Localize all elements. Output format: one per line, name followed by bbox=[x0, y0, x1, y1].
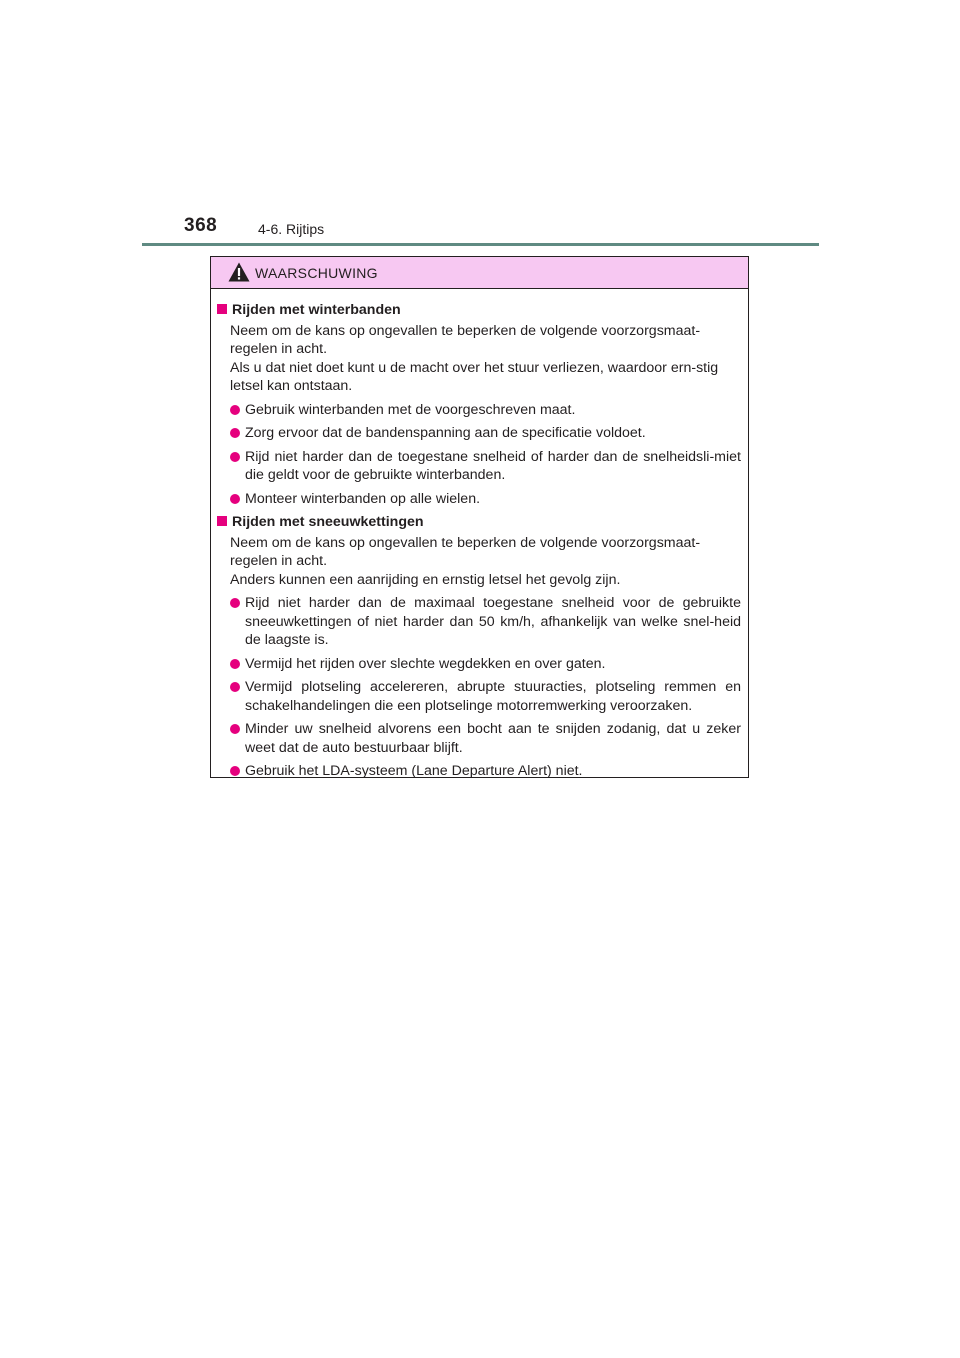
list-item-text: Minder uw snelheid alvorens een bocht aan te snijden zodanig, dat u zeker weet dat de auto bestuurbaar blijft. bbox=[245, 721, 741, 756]
intro-paragraph: Anders kunnen een aanrijding en ernstig letsel het gevolg zijn. bbox=[230, 571, 621, 588]
topic-winter-tires bbox=[217, 301, 741, 508]
bullet-dot-icon bbox=[230, 428, 240, 438]
topic-heading bbox=[217, 513, 741, 532]
list-item bbox=[230, 678, 741, 715]
topic-intro bbox=[230, 322, 741, 396]
warning-header bbox=[211, 257, 748, 289]
section-title: 4-6. Rijtips bbox=[258, 221, 325, 237]
bullet-dot-icon bbox=[230, 682, 240, 692]
warning-box bbox=[210, 256, 749, 778]
bullet-list bbox=[217, 594, 741, 781]
list-item-text: Rijd niet harder dan de maximaal toegestane snelheid voor de gebruikte sneeuwkettingen of niet harder dan 50 km/h, afhankelijk van welke snel-heid de laagste is. bbox=[245, 595, 741, 648]
list-item bbox=[230, 448, 741, 485]
list-item bbox=[230, 401, 741, 420]
list-item-text: Rijd niet harder dan de toegestane snelheid of harder dan de snelheidsli-miet die geldt voor de gebruikte winterbanden. bbox=[245, 448, 741, 483]
bullet-dot-icon bbox=[230, 598, 240, 608]
intro-paragraph: Neem om de kans op ongevallen te beperken de volgende voorzorgsmaat-regelen in acht. bbox=[230, 322, 701, 357]
topic-heading-text: Rijden met winterbanden bbox=[232, 302, 401, 318]
square-bullet-icon bbox=[217, 516, 227, 526]
square-bullet-icon bbox=[217, 304, 227, 314]
list-item bbox=[230, 594, 741, 650]
warning-triangle-icon bbox=[228, 262, 250, 282]
bullet-dot-icon bbox=[230, 452, 240, 462]
warning-title: WAARSCHUWING bbox=[255, 265, 378, 281]
bullet-dot-icon bbox=[230, 494, 240, 504]
intro-paragraph: Als u dat niet doet kunt u de macht over het stuur verliezen, waardoor ern-stig letsel kan ontstaan. bbox=[230, 359, 719, 394]
bullet-list bbox=[217, 401, 741, 509]
list-item-text: Vermijd het rijden over slechte wegdekken en over gaten. bbox=[245, 655, 606, 672]
list-item-text: Monteer winterbanden op alle wielen. bbox=[245, 490, 481, 507]
intro-paragraph: Neem om de kans op ongevallen te beperken de volgende voorzorgsmaat-regelen in acht. bbox=[230, 534, 701, 569]
list-item-text: Zorg ervoor dat de bandenspanning aan de specificatie voldoet. bbox=[245, 425, 646, 441]
bullet-dot-icon bbox=[230, 405, 240, 415]
bullet-dot-icon bbox=[230, 724, 240, 734]
header-divider bbox=[142, 243, 819, 246]
list-item bbox=[230, 424, 741, 443]
list-item bbox=[230, 655, 741, 674]
bullet-dot-icon bbox=[230, 659, 240, 669]
list-item bbox=[230, 762, 741, 781]
topic-heading-text: Rijden met sneeuwkettingen bbox=[232, 514, 424, 530]
topic-heading bbox=[217, 301, 741, 320]
page-number: 368 bbox=[184, 215, 218, 236]
topic-snow-chains bbox=[217, 513, 741, 781]
bullet-dot-icon bbox=[230, 766, 240, 776]
warning-content bbox=[211, 289, 748, 781]
list-item-text: Gebruik winterbanden met de voorgeschreven maat. bbox=[245, 401, 576, 418]
list-item bbox=[230, 490, 741, 509]
topic-intro bbox=[230, 534, 741, 590]
list-item-text: Gebruik het LDA-systeem (Lane Departure Alert) niet. bbox=[245, 763, 583, 779]
list-item-text: Vermijd plotseling accelereren, abrupte stuuracties, plotseling remmen en schakelhandelingen die een plotselinge motorremwerking veroorzaken. bbox=[245, 679, 741, 714]
list-item bbox=[230, 720, 741, 757]
